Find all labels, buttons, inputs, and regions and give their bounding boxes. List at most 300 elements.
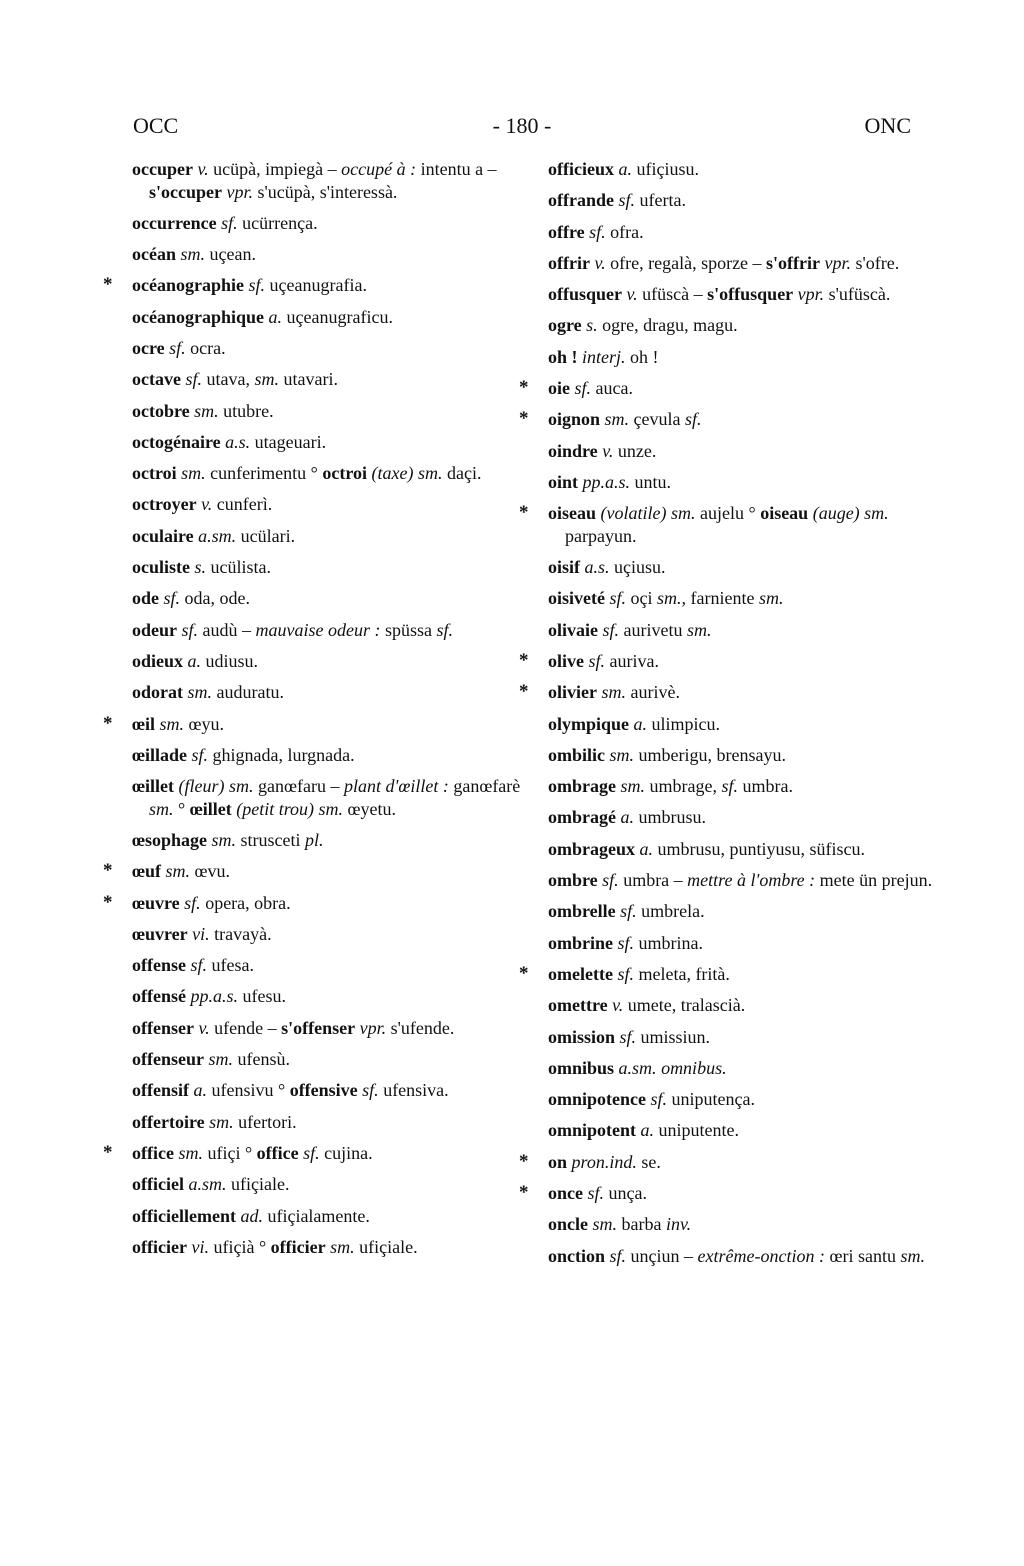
grammar-note: a.: [633, 713, 648, 734]
definition-text: umbrela.: [636, 901, 705, 922]
asterisk-mark: *: [519, 502, 529, 524]
grammar-note: vi.: [191, 1236, 209, 1257]
dictionary-entry: [548, 314, 940, 337]
grammar-note: v.: [201, 494, 213, 515]
grammar-note: (fleur) sm.: [178, 776, 254, 797]
grammar-note: a.: [639, 838, 653, 859]
headword: s'offrir: [766, 252, 821, 273]
dictionary-entry: [548, 158, 940, 181]
definition-text: uçeanugrafia.: [265, 275, 367, 296]
grammar-note: (petit trou) sm.: [236, 798, 344, 819]
headword: offense: [132, 955, 186, 976]
grammar-note: a.sm.: [198, 525, 237, 546]
definition-text: uçiusu.: [609, 557, 666, 578]
dictionary-entry: [548, 1119, 940, 1142]
dictionary-entry: [548, 440, 940, 463]
headword: offenseur: [132, 1049, 204, 1070]
grammar-note: sf.: [303, 1142, 320, 1163]
definition-text: auduratu.: [212, 682, 284, 703]
dictionary-entry: [519, 408, 940, 431]
definition-text: untu.: [630, 471, 672, 492]
definition-text: s'ofre.: [851, 252, 900, 273]
headword: on: [548, 1151, 568, 1172]
grammar-note: sf.: [190, 955, 207, 976]
definition-text: parpayun.: [565, 503, 894, 546]
grammar-note: sm.: [194, 400, 219, 421]
grammar-note: v.: [594, 252, 606, 273]
definition-text: s'ufende.: [386, 1017, 455, 1038]
definition-text: umete, tralascià.: [623, 995, 746, 1016]
definition-text: ufertori.: [233, 1111, 297, 1132]
dictionary-entry: [132, 1173, 530, 1196]
dictionary-entry: [548, 252, 940, 275]
grammar-note: sf.: [609, 588, 626, 609]
dictionary-entry: [103, 860, 530, 883]
grammar-note: pl.: [305, 829, 324, 850]
definition-text: mete ün prejun.: [815, 870, 933, 891]
dictionary-entry: [132, 587, 530, 610]
definition-text: œyetu.: [343, 798, 397, 819]
header-left-guide-word: OCC: [133, 113, 179, 138]
grammar-note: vpr.: [359, 1017, 387, 1038]
grammar-note: sm.: [159, 713, 185, 734]
definition-text: barba: [617, 1214, 666, 1235]
grammar-note: sm.: [254, 369, 279, 390]
dictionary-entry: [519, 649, 940, 673]
dictionary-entry: [548, 346, 940, 369]
definition-text: oh !: [625, 346, 659, 367]
dictionary-entry: [103, 274, 530, 297]
grammar-note: sf.: [620, 901, 637, 922]
headword: ombrage: [548, 776, 616, 797]
headword: olivier: [548, 682, 597, 703]
dictionary-entry: [548, 556, 940, 579]
grammar-note: sf.: [617, 963, 634, 984]
grammar-note: vpr.: [797, 284, 825, 305]
grammar-note: sf.: [617, 932, 635, 953]
dictionary-entry: [548, 1245, 940, 1268]
headword: olivaie: [548, 619, 598, 640]
headword: offusquer: [548, 284, 623, 305]
dictionary-entry: [132, 619, 530, 642]
dictionary-entry: [132, 337, 530, 360]
definition-text: œyu.: [184, 713, 225, 734]
definition-text: utubre.: [218, 400, 274, 421]
definition-text: se.: [636, 1151, 661, 1172]
grammar-note: sf.: [588, 650, 606, 671]
definition-text: cunferimentu °: [205, 463, 323, 484]
definition-text: umberigu, brensayu.: [634, 744, 786, 765]
definition-text: uçeanugraficu.: [282, 306, 393, 327]
headword: oiseau: [760, 503, 809, 524]
grammar-note: ad.: [240, 1205, 263, 1226]
grammar-note: interj.: [582, 346, 626, 367]
grammar-note: a.: [268, 306, 283, 327]
headword: ombrageux: [548, 838, 635, 859]
dictionary-entry: [132, 1236, 530, 1259]
definition-text: ucülista.: [206, 557, 272, 578]
definition-text: umissiun.: [636, 1026, 711, 1047]
headword: odieux: [132, 650, 184, 671]
grammar-note: sf.: [602, 870, 619, 891]
dictionary-entry: [548, 471, 940, 494]
definition-text: travayà.: [209, 923, 272, 944]
dictionary-entry: [132, 368, 530, 391]
dictionary-entry: [132, 1079, 530, 1102]
headword: officier: [132, 1236, 187, 1257]
asterisk-mark: *: [103, 891, 113, 913]
definition-text: ufesa.: [207, 955, 254, 976]
asterisk-mark: *: [103, 1141, 113, 1163]
headword: s'occuper: [149, 181, 222, 202]
headword: omettre: [548, 995, 608, 1016]
definition-text: umbrina.: [634, 932, 704, 953]
dictionary-entry: [548, 900, 940, 923]
dictionary-entry: [132, 744, 530, 767]
headword: oncle: [548, 1214, 588, 1235]
grammar-note: a.: [620, 807, 634, 828]
grammar-note: a.: [193, 1080, 207, 1101]
dictionary-entry: [548, 806, 940, 829]
headword: océanographique: [132, 306, 265, 327]
grammar-note: a.: [187, 650, 202, 671]
dictionary-entry: [132, 525, 530, 548]
definition-text: oda, ode.: [180, 588, 250, 609]
headword: océan: [132, 244, 176, 265]
dictionary-entry: [132, 775, 530, 820]
grammar-note: sf.: [721, 776, 738, 797]
headword: œuvre: [132, 892, 180, 913]
dictionary-entry: [132, 650, 530, 673]
definition-text: ocra.: [185, 337, 226, 358]
definition-text: umbrusu, puntiyusu, süfiscu.: [653, 838, 866, 859]
definition-text: ufiçià °: [208, 1236, 271, 1257]
grammar-note: sf.: [184, 892, 201, 913]
definition-text: uferta.: [635, 190, 686, 211]
headword: ombragé: [548, 807, 616, 828]
headword: octave: [132, 369, 181, 390]
definition-text: udiusu.: [201, 650, 259, 671]
dictionary-entry: [548, 869, 940, 892]
headword: œillet: [189, 798, 232, 819]
definition-text: auca.: [591, 378, 633, 399]
definition-text: ganœfaru –: [253, 776, 344, 797]
headword: omnipotence: [548, 1089, 646, 1110]
grammar-note: sf.: [248, 275, 266, 296]
dictionary-entry: [103, 891, 530, 915]
dictionary-entry: [548, 189, 940, 212]
grammar-note: sf.: [362, 1080, 379, 1101]
definition-text: strusceti: [236, 829, 306, 850]
headword: olive: [548, 650, 584, 671]
grammar-note: sf.: [574, 378, 592, 399]
definition-text: °: [173, 798, 190, 819]
dictionary-entry: [548, 994, 940, 1017]
dictionary-entry: [132, 306, 530, 329]
definition-text: ofra.: [605, 221, 644, 242]
headword: officiel: [132, 1174, 184, 1195]
headword: œsophage: [132, 829, 208, 850]
asterisk-mark: *: [519, 962, 529, 984]
grammar-note: sf.: [221, 212, 238, 233]
grammar-note: sf.: [169, 337, 186, 358]
definition-text: œri santu: [824, 1245, 901, 1266]
headword: offensif: [132, 1080, 189, 1101]
definition-text: opera, obra.: [200, 892, 291, 913]
page-header: [133, 113, 911, 147]
definition-text: aurivetu: [619, 619, 687, 640]
headword: oint: [548, 471, 579, 492]
definition-text: ucürrença.: [237, 212, 318, 233]
definition-text: audù –: [198, 619, 256, 640]
headword: œuvrer: [132, 923, 188, 944]
dictionary-entry: [548, 775, 940, 798]
definition-text: ufensiva.: [378, 1080, 449, 1101]
dictionary-entry: [132, 1111, 530, 1134]
definition-text: s'ufüscà.: [824, 284, 891, 305]
headword: odeur: [132, 619, 177, 640]
asterisk-mark: *: [519, 408, 529, 430]
headword: officier: [270, 1236, 326, 1257]
definition-text: œvu.: [190, 861, 231, 882]
asterisk-mark: *: [103, 860, 113, 882]
grammar-note: plant d'œillet :: [343, 776, 449, 797]
headword: occurrence: [132, 212, 217, 233]
definition-text: meleta, frità.: [633, 963, 730, 984]
grammar-note: pp.a.s.: [582, 471, 631, 492]
grammar-note: sm.: [180, 244, 206, 265]
definition-text: cunferì.: [212, 494, 273, 515]
asterisk-mark: *: [519, 649, 529, 671]
grammar-note: occupé à :: [341, 159, 417, 179]
grammar-note: a.s.: [584, 557, 610, 578]
header-right-guide-word: ONC: [864, 113, 911, 138]
definition-text: ofre, regalà, sporze –: [605, 252, 767, 273]
headword: once: [548, 1183, 583, 1203]
headword: oh !: [548, 346, 578, 367]
definition-text: uniputente.: [654, 1120, 739, 1141]
headword: oisif: [548, 557, 581, 578]
grammar-note: s.: [194, 557, 207, 578]
dictionary-entry: [548, 932, 940, 955]
dictionary-entry: [132, 923, 530, 946]
grammar-note: sf.: [589, 221, 606, 242]
headword: ombre: [548, 870, 598, 891]
asterisk-mark: *: [103, 712, 113, 734]
dictionary-entry: [548, 221, 940, 244]
definition-text: ucüpà, impiegà –: [208, 159, 342, 179]
grammar-note: v.: [197, 159, 209, 179]
dictionary-entry: [548, 587, 940, 610]
headword: octogénaire: [132, 431, 221, 452]
dictionary-entry: [519, 1150, 940, 1174]
definition-text: utageuari.: [250, 431, 327, 452]
headword: onction: [548, 1245, 606, 1266]
headword: officiellement: [132, 1205, 236, 1226]
grammar-note: sm.: [181, 463, 206, 484]
headword: océanographie: [132, 275, 244, 296]
definition-text: utavari.: [279, 369, 338, 390]
grammar-note: vpr.: [226, 181, 253, 202]
headword: offensé: [132, 986, 186, 1007]
definition-text: cujina.: [319, 1142, 373, 1163]
right-column: [519, 158, 940, 1276]
grammar-note: sf.: [185, 369, 202, 390]
grammar-note: sm.: [211, 829, 237, 850]
definition-text: ufiçiale.: [226, 1174, 290, 1195]
definition-text: ogre, dragu, magu.: [597, 315, 738, 336]
grammar-note: mauvaise odeur :: [255, 619, 381, 640]
grammar-note: sm.: [609, 744, 635, 765]
grammar-note: sf.: [436, 619, 454, 640]
grammar-note: sf.: [181, 619, 199, 640]
dictionary-entry: [132, 212, 530, 235]
grammar-note: sm.: [592, 1214, 618, 1235]
definition-text: ufesu.: [238, 986, 286, 1007]
definition-text: umbrusu.: [633, 807, 706, 828]
headword: oisiveté: [548, 588, 605, 609]
definition-text: ufensivu °: [207, 1080, 290, 1101]
headword: ombrelle: [548, 901, 616, 922]
grammar-note: a.sm.: [188, 1174, 227, 1195]
headword: oignon: [548, 409, 601, 430]
headword: oiseau: [548, 503, 597, 524]
dictionary-entry: [132, 954, 530, 977]
headword: ogre: [548, 315, 582, 336]
grammar-note: sm.: [178, 1142, 203, 1163]
definition-text: ghignada, lurgnada.: [208, 744, 355, 765]
grammar-note: sm.: [187, 682, 213, 703]
headword: octroi: [132, 463, 177, 484]
dictionary-entry: [548, 1057, 940, 1080]
headword: œillet: [132, 776, 174, 797]
dictionary-entry: [548, 1213, 940, 1236]
dictionary-entry: [548, 838, 940, 861]
headword: octroyer: [132, 494, 197, 515]
headword: oculiste: [132, 557, 190, 578]
grammar-note: sf.: [619, 1026, 637, 1047]
dictionary-entry: [132, 462, 530, 485]
asterisk-mark: *: [519, 1182, 529, 1203]
dictionary-entry: [132, 243, 530, 266]
grammar-note: a.sm.: [618, 1057, 657, 1078]
headword: offertoire: [132, 1111, 205, 1132]
headword: officieux: [548, 159, 614, 179]
asterisk-mark: *: [519, 1150, 529, 1172]
definition-text: çevula: [629, 409, 686, 430]
dictionary-entry: [548, 1026, 940, 1049]
dictionary-entry: [519, 502, 940, 547]
dictionary-entry: [132, 431, 530, 454]
grammar-note: v.: [626, 284, 638, 305]
grammar-note: sm.,: [657, 588, 687, 609]
definition-text: unçiun –: [626, 1245, 698, 1266]
grammar-note: v.: [612, 995, 624, 1016]
headword: œil: [132, 713, 156, 734]
definition-text: oçi: [626, 588, 657, 609]
headword: office: [256, 1142, 299, 1163]
headword: omelette: [548, 963, 613, 984]
headword: occuper: [132, 159, 193, 179]
definition-text: uçean.: [205, 244, 256, 265]
definition-text: unça.: [604, 1183, 647, 1203]
grammar-note: a.: [618, 159, 632, 179]
grammar-note: sf.: [609, 1245, 627, 1266]
grammar-note: v.: [198, 1017, 210, 1038]
grammar-note: extrême-onction :: [697, 1245, 825, 1266]
dictionary-entry: [548, 619, 940, 642]
definition-text: ufensù.: [233, 1049, 290, 1070]
grammar-note: sf.: [618, 190, 636, 211]
headword: offrir: [548, 252, 590, 273]
headword: oindre: [548, 440, 598, 461]
grammar-note: sf.: [191, 744, 209, 765]
grammar-note: sm.: [900, 1245, 925, 1266]
definition-text: intentu a –: [416, 159, 502, 179]
grammar-note: v.: [602, 440, 614, 461]
dictionary-entry: [548, 744, 940, 767]
headword: offensive: [289, 1080, 358, 1101]
grammar-note: sf.: [587, 1183, 605, 1203]
headword: œuf: [132, 861, 162, 882]
asterisk-mark: *: [519, 377, 529, 399]
asterisk-mark: *: [103, 274, 113, 296]
headword: oie: [548, 378, 570, 399]
definition-text: ufiçiale.: [354, 1236, 418, 1257]
definition-text: ufende –: [209, 1017, 282, 1038]
definition-text: unze.: [613, 440, 657, 461]
grammar-note: sm.: [620, 776, 645, 797]
grammar-note: sm.: [208, 1049, 233, 1070]
grammar-note: sf.: [685, 409, 702, 430]
grammar-note: s.: [586, 315, 598, 336]
grammar-note: pron.ind.: [571, 1151, 637, 1172]
dictionary-entry: [132, 556, 530, 579]
grammar-note: (volatile) sm.: [600, 503, 696, 524]
definition-text: ufiçiusu.: [631, 159, 699, 179]
headword: offre: [548, 221, 585, 242]
grammar-note: sf.: [650, 1089, 668, 1110]
headword: olympique: [548, 713, 630, 734]
headword: ombilic: [548, 744, 605, 765]
dictionary-entry: [132, 681, 530, 704]
headword: office: [132, 1142, 174, 1163]
dictionary-entry: [103, 712, 530, 736]
headword: s'offusquer: [707, 284, 794, 305]
headword: offenser: [132, 1017, 194, 1038]
grammar-note: sf.: [163, 588, 181, 609]
grammar-note: vpr.: [824, 252, 852, 273]
headword: ombrine: [548, 932, 613, 953]
headword: omission: [548, 1026, 616, 1047]
definition-text: auriva.: [605, 650, 659, 671]
dictionary-entry: [103, 1141, 530, 1165]
definition-text: ucülari.: [236, 525, 296, 546]
definition-text: umbra.: [738, 776, 793, 797]
dictionary-entry: [132, 1205, 530, 1228]
left-column: [103, 158, 530, 1267]
grammar-note: pp.a.s.: [190, 986, 238, 1007]
grammar-note: a.s.: [225, 431, 251, 452]
dictionary-entry: [132, 985, 530, 1008]
headword: oculaire: [132, 525, 194, 546]
definition-text: farniente: [686, 588, 759, 609]
definition-text: aujelu °: [695, 503, 761, 524]
headword: octobre: [132, 400, 190, 421]
grammar-note: inv.: [666, 1214, 692, 1235]
asterisk-mark: *: [519, 681, 529, 703]
definition-text: s'ucüpà, s'interessà.: [252, 181, 398, 202]
